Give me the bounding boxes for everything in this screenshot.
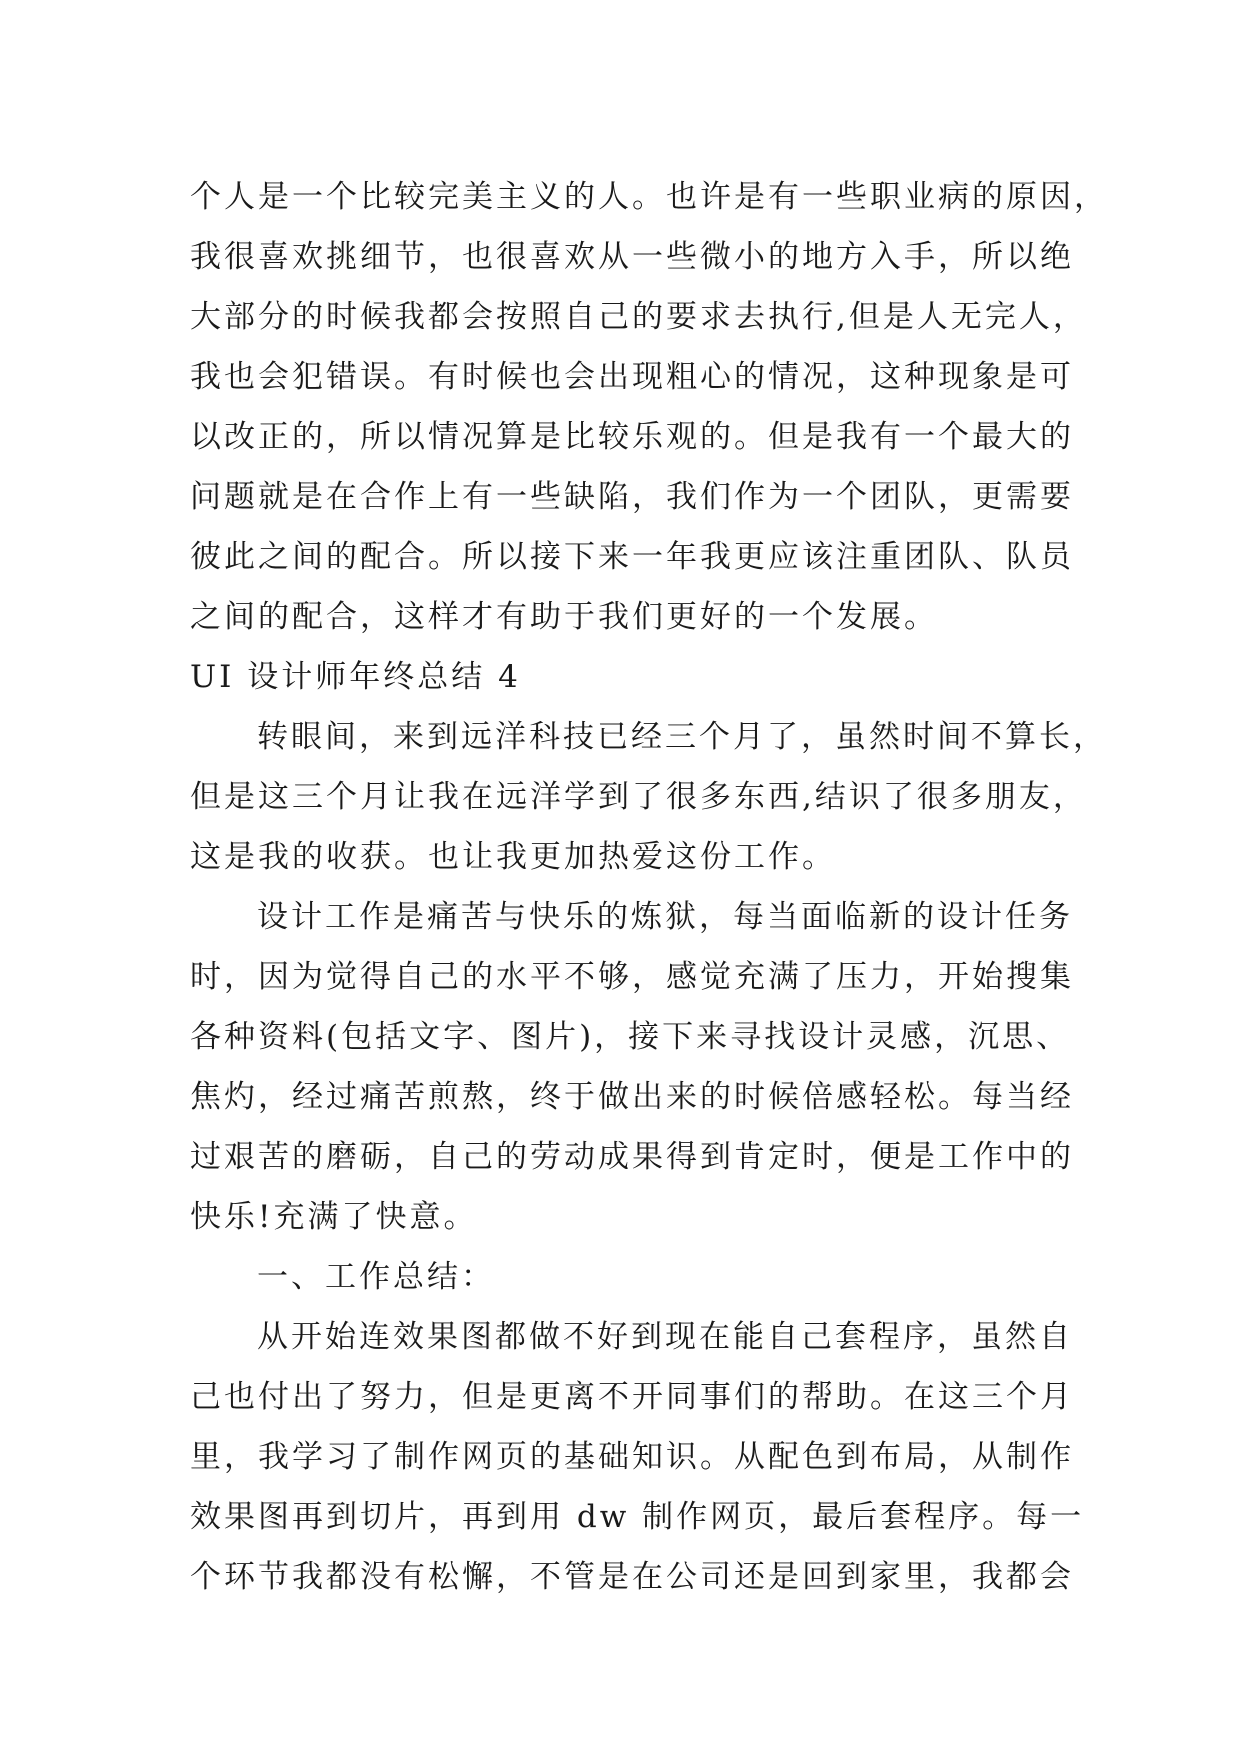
text-line: 问题就是在合作上有一些缺陷，我们作为一个团队，更需要 [190, 479, 1074, 515]
paragraph-first-line: 设计工作是痛苦与快乐的炼狱，每当面临新的设计任务 [257, 899, 1073, 935]
paragraph-first-line: 从开始连效果图都做不好到现在能自己套程序，虽然自 [257, 1319, 1073, 1355]
text-line: 各种资料(包括文字、图片)，接下来寻找设计灵感，沉思、 [190, 1019, 1071, 1055]
text-line: 但是这三个月让我在远洋学到了很多东西,结识了很多朋友， [190, 779, 1087, 815]
subsection-heading: 一、工作总结： [257, 1259, 495, 1295]
text-line: 过艰苦的磨砺，自己的劳动成果得到肯定时，便是工作中的 [190, 1139, 1074, 1175]
text-line: 快乐!充满了快意。 [190, 1199, 478, 1235]
text-line: 里，我学习了制作网页的基础知识。从配色到布局，从制作 [190, 1439, 1074, 1475]
text-line: 之间的配合，这样才有助于我们更好的一个发展。 [190, 599, 938, 635]
text-line: 己也付出了努力，但是更离不开同事们的帮助。在这三个月 [190, 1379, 1074, 1415]
text-line: 个人是一个比较完美主义的人。也许是有一些职业病的原因， [190, 179, 1108, 215]
text-line: 这是我的收获。也让我更加热爱这份工作。 [190, 839, 836, 875]
text-line: 我很喜欢挑细节，也很喜欢从一些微小的地方入手，所以绝 [190, 239, 1074, 275]
text-line: 大部分的时候我都会按照自己的要求去执行,但是人无完人， [190, 299, 1087, 335]
body-text [190, 167, 1108, 1607]
text-line: 时，因为觉得自己的水平不够，感觉充满了压力，开始搜集 [190, 959, 1074, 995]
text-line: 彼此之间的配合。所以接下来一年我更应该注重团队、队员 [190, 539, 1074, 575]
section-heading: UI 设计师年终总结 4 [190, 659, 521, 695]
text-line: 以改正的，所以情况算是比较乐观的。但是我有一个最大的 [190, 419, 1074, 455]
text-line: 效果图再到切片，再到用 dw 制作网页，最后套程序。每一 [190, 1499, 1085, 1535]
text-line: 我也会犯错误。有时候也会出现粗心的情况，这种现象是可 [190, 359, 1074, 395]
text-line: 个环节我都没有松懈，不管是在公司还是回到家里，我都会 [190, 1559, 1074, 1595]
text-line: 焦灼，经过痛苦煎熬，终于做出来的时候倍感轻松。每当经 [190, 1079, 1074, 1115]
paragraph-first-line: 转眼间，来到远洋科技已经三个月了，虽然时间不算长， [257, 719, 1107, 755]
